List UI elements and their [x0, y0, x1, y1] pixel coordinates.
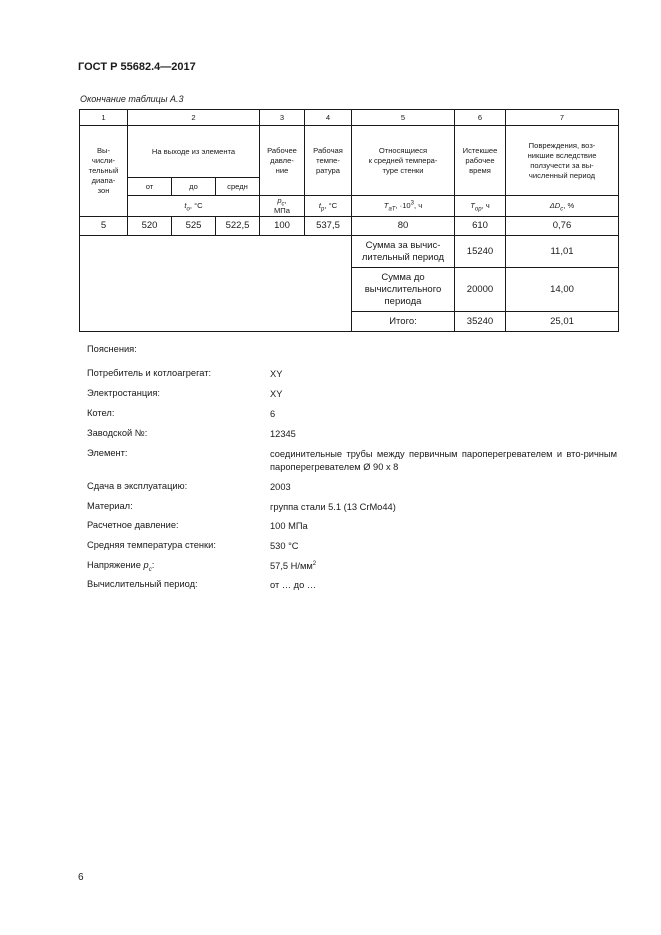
- col-number: 2: [128, 110, 260, 126]
- note-label: Котел:: [87, 408, 115, 418]
- total-time: 35240: [455, 312, 506, 332]
- cell-range: 5: [80, 217, 128, 236]
- document-code: ГОСТ Р 55682.4—2017: [78, 61, 196, 73]
- cell-to: 525: [172, 217, 216, 236]
- note-value: от … до …: [270, 580, 317, 590]
- note-label: Напряжение $p_c$:: [87, 560, 155, 573]
- unit-temperature: $t_p$, °С: [305, 196, 352, 217]
- col-number: 4: [305, 110, 352, 126]
- unit-wall-time: $T_{aT}$, $\cdot 10^3$, ч: [352, 196, 455, 217]
- cell-from: 520: [128, 217, 172, 236]
- header-row: [80, 126, 619, 178]
- header-elapsed-time: Истекшее рабочее время: [455, 126, 506, 196]
- col-number: 7: [506, 110, 619, 126]
- cell-wall-time: 80: [352, 217, 455, 236]
- subheader-avg: средн: [216, 178, 260, 196]
- unit-damage: $\Delta D_c$, %: [506, 196, 619, 217]
- unit-pressure: $p_c$, МПа: [260, 196, 305, 217]
- col-number: 6: [455, 110, 506, 126]
- calculation-table: [79, 109, 619, 332]
- note-label: Средняя температура стенки:: [87, 540, 216, 550]
- total-label: Итого:: [352, 312, 455, 332]
- col-number: 5: [352, 110, 455, 126]
- column-numbers-row: [80, 110, 619, 126]
- col-number: 3: [260, 110, 305, 126]
- total-damage: 25,01: [506, 312, 619, 332]
- note-value: 100 МПа: [270, 521, 308, 531]
- units-row: [80, 196, 619, 217]
- note-value: группа стали 5.1 (13 CrMo44): [270, 502, 396, 512]
- header-pressure: Рабочее давле- ние: [260, 126, 305, 196]
- cell-damage: 0,76: [506, 217, 619, 236]
- note-label: Потребитель и котлоагрегат:: [87, 368, 212, 378]
- header-temperature: Рабочая темпе- ратура: [305, 126, 352, 196]
- note-value: 530 °С: [270, 541, 299, 551]
- unit-outlet-temp: $t_о$, °С: [128, 196, 260, 217]
- note-value: 12345: [270, 429, 296, 439]
- note-label: Вычислительный период:: [87, 579, 198, 589]
- table-caption: Окончание таблицы А.3: [80, 94, 184, 104]
- header-calc-range: Вы- числи- тельный диапа- зон: [80, 126, 128, 217]
- note-label: Материал:: [87, 501, 133, 511]
- data-row: [80, 217, 619, 236]
- cell-avg: 522,5: [216, 217, 260, 236]
- header-wall-temp: Относящиеся к средней темпера- туре стенки: [352, 126, 455, 196]
- sum-calc-label: Сумма за вычис- лительный период: [352, 236, 455, 268]
- cell-temperature: 537,5: [305, 217, 352, 236]
- sum-calc-damage: 11,01: [506, 236, 619, 268]
- col-number: 1: [80, 110, 128, 126]
- subheader-to: до: [172, 178, 216, 196]
- sum-before-time: 20000: [455, 268, 506, 312]
- sum-calc-time: 15240: [455, 236, 506, 268]
- note-label: Расчетное давление:: [87, 520, 179, 530]
- notes-title: Пояснения:: [87, 344, 137, 354]
- note-label: Заводской №:: [87, 428, 148, 438]
- note-value: 57,5 $Н/мм^2$: [270, 560, 317, 571]
- cell-pressure: 100: [260, 217, 305, 236]
- empty-cell: [80, 236, 352, 332]
- note-value: 6: [270, 409, 276, 419]
- cell-elapsed-time: 610: [455, 217, 506, 236]
- note-value: соединительные трубы между первичным пароперегревателем и вто-ричным пароперегревателем Ø 90 х 8: [270, 449, 617, 472]
- sum-before-label: Сумма до вычислительного периода: [352, 268, 455, 312]
- header-damage: Повреждения, воз- никшие вследствие ползучести за вы- численный период: [506, 126, 619, 196]
- page-number: 6: [78, 872, 84, 883]
- unit-elapsed-time: $T_{op}$, ч: [455, 196, 506, 217]
- note-label: Элемент:: [87, 448, 128, 458]
- note-value: 2003: [270, 482, 291, 492]
- subheader-from: от: [128, 178, 172, 196]
- header-outlet: На выходе из элемента: [128, 126, 260, 178]
- note-label: Сдача в эксплуатацию:: [87, 481, 188, 491]
- note-value: XY: [270, 369, 283, 379]
- note-label: Электростанция:: [87, 388, 160, 398]
- sum-calc-row: [80, 236, 619, 268]
- sum-before-damage: 14,00: [506, 268, 619, 312]
- note-value: XY: [270, 389, 283, 399]
